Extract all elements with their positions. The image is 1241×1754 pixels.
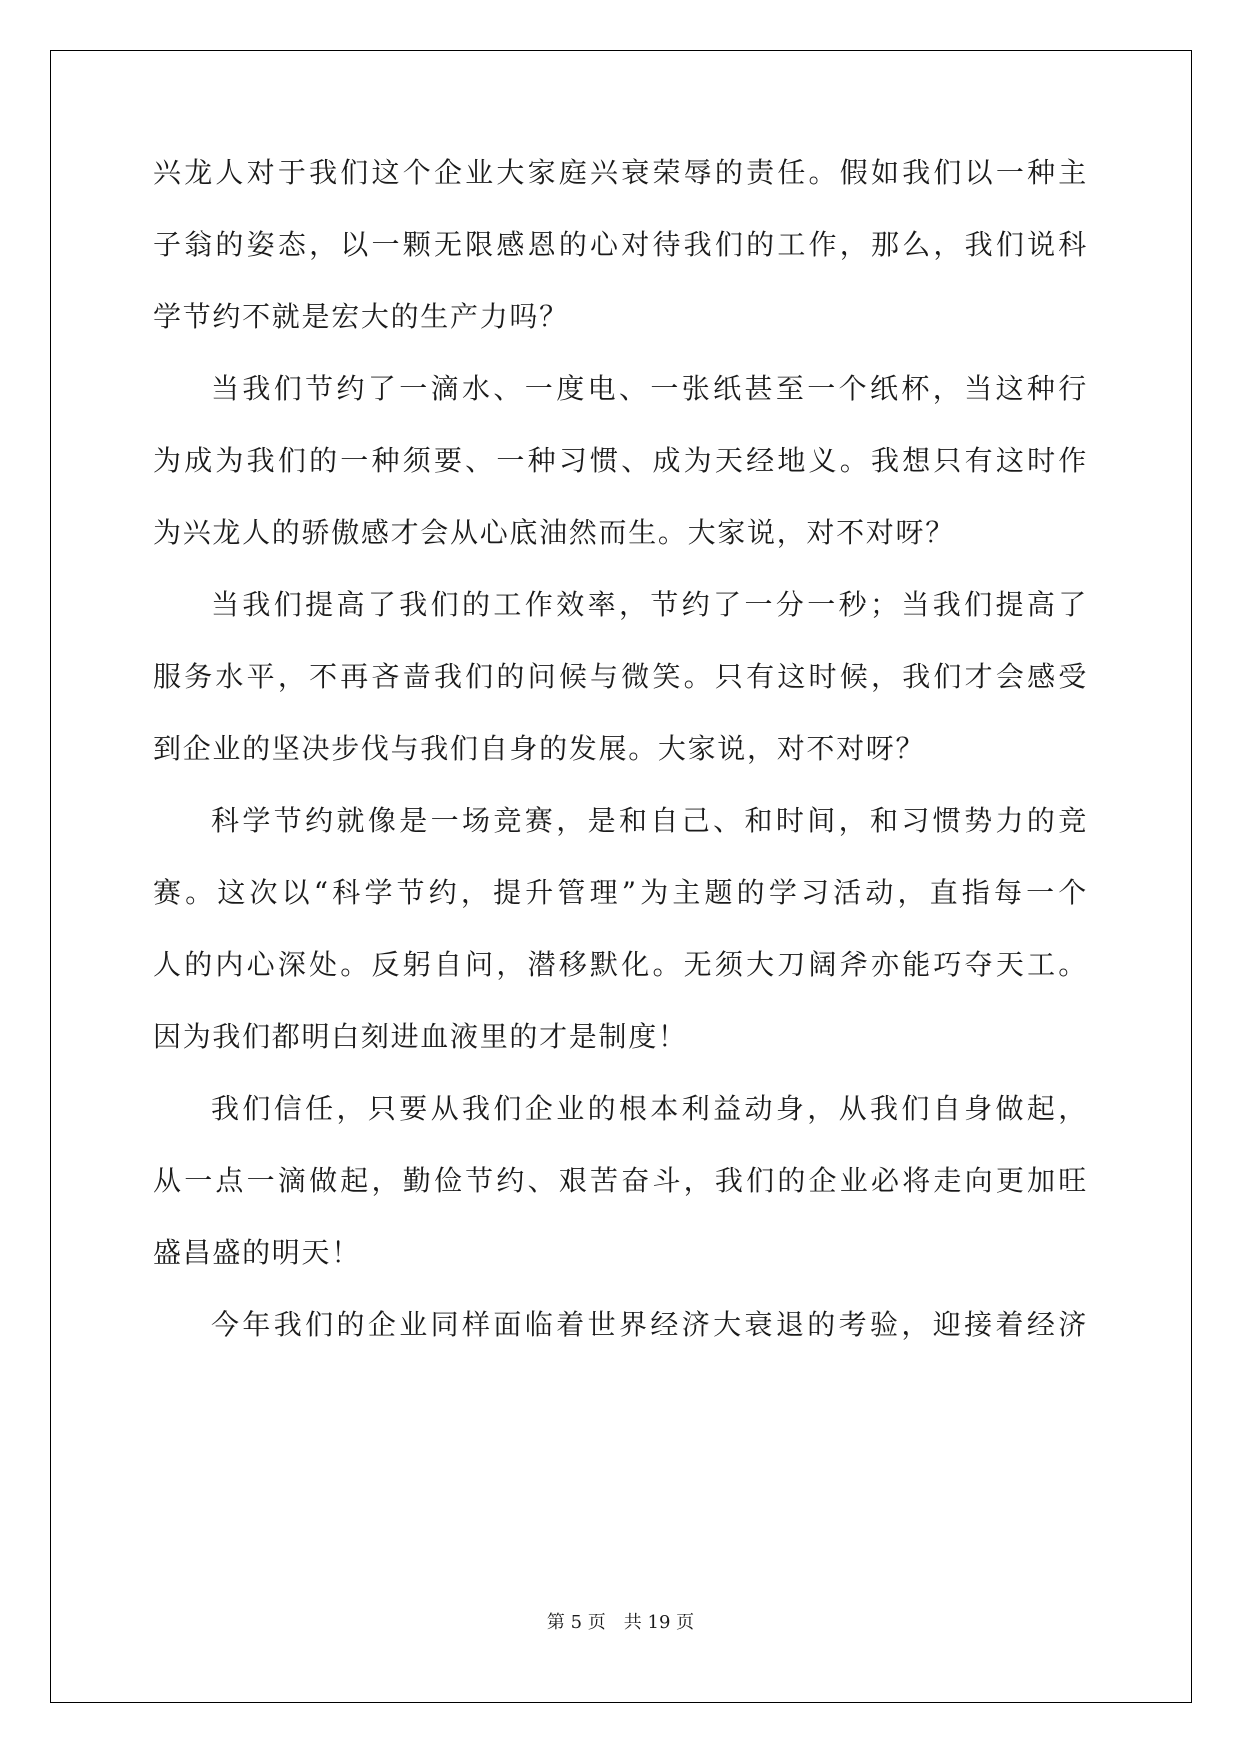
text-line: 盛昌盛的明天！ (153, 1236, 361, 1269)
text-line: 从一点一滴做起，勤俭节约、艰苦奋斗，我们的企业必将走向更加旺 (153, 1164, 1088, 1197)
text-line: 因为我们都明白刻进血液里的才是制度！ (153, 1020, 688, 1053)
text-line: 今年我们的企业同样面临着世界经济大衰退的考验，迎接着经济 (211, 1308, 1088, 1341)
text-line: 我们信任，只要从我们企业的根本利益动身，从我们自身做起， (211, 1092, 1088, 1125)
text-line: 为兴龙人的骄傲感才会从心底油然而生。大家说，对不对呀？ (153, 516, 955, 549)
text-line: 子翁的姿态，以一颗无限感恩的心对待我们的工作，那么，我们说科 (153, 228, 1088, 261)
text-line: 当我们提高了我们的工作效率，节约了一分一秒；当我们提高了 (211, 588, 1088, 621)
text-line: 兴龙人对于我们这个企业大家庭兴衰荣辱的责任。假如我们以一种主 (153, 156, 1088, 189)
text-line: 赛。这次以“科学节约，提升管理”为主题的学习活动，直指每一个 (153, 876, 1088, 909)
text-line: 到企业的坚决步伐与我们自身的发展。大家说，对不对呀？ (153, 732, 926, 765)
text-line: 为成为我们的一种须要、一种习惯、成为天经地义。我想只有这时作 (153, 444, 1088, 477)
text-line: 服务水平，不再吝啬我们的问候与微笑。只有这时候，我们才会感受 (153, 660, 1088, 693)
text-line: 科学节约就像是一场竞赛，是和自己、和时间，和习惯势力的竞 (211, 804, 1088, 837)
page-number-footer: 第 5 页 共 19 页 (546, 1612, 695, 1633)
text-line: 学节约不就是宏大的生产力吗？ (153, 300, 569, 333)
text-line: 人的内心深处。反躬自问，潜移默化。无须大刀阔斧亦能巧夺天工。 (153, 948, 1088, 981)
text-line: 当我们节约了一滴水、一度电、一张纸甚至一个纸杯，当这种行 (211, 372, 1088, 405)
